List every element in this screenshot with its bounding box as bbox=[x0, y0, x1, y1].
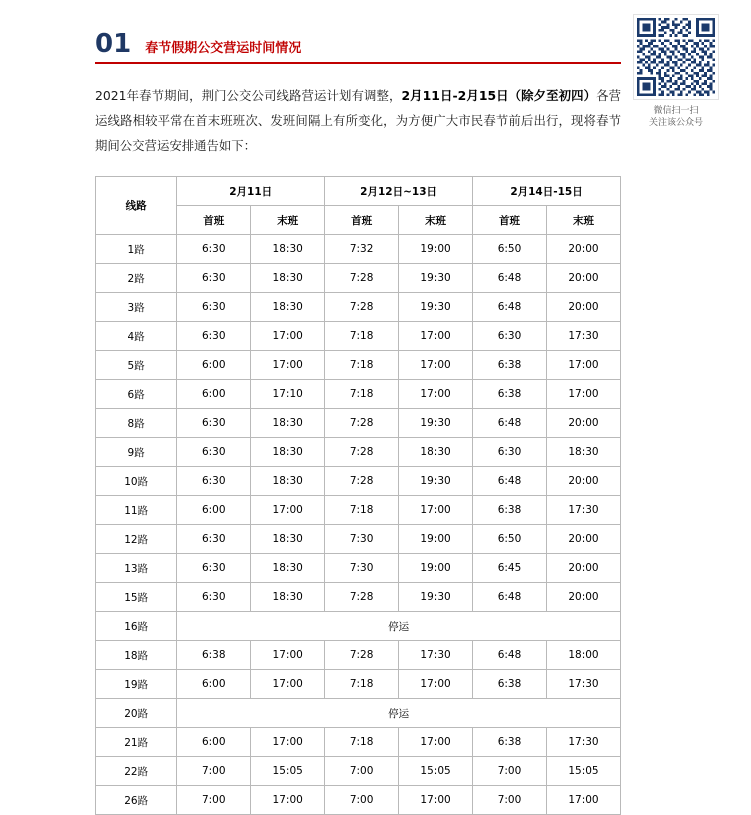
schedule-time-cell: 6:38 bbox=[177, 641, 251, 670]
schedule-time-cell: 6:48 bbox=[473, 467, 547, 496]
route-name-cell: 21路 bbox=[96, 728, 177, 757]
section-number: 01 bbox=[95, 29, 132, 59]
col-header-last-3: 末班 bbox=[546, 206, 620, 235]
schedule-time-cell: 7:00 bbox=[325, 757, 399, 786]
schedule-time-cell: 17:00 bbox=[251, 496, 325, 525]
col-header-last-1: 末班 bbox=[251, 206, 325, 235]
schedule-time-cell: 18:30 bbox=[251, 554, 325, 583]
schedule-time-cell: 7:18 bbox=[325, 380, 399, 409]
schedule-time-cell: 6:00 bbox=[177, 728, 251, 757]
col-header-first-3: 首班 bbox=[473, 206, 547, 235]
intro-paragraph bbox=[95, 84, 621, 158]
table-row bbox=[96, 438, 621, 467]
route-name-cell: 6路 bbox=[96, 380, 177, 409]
schedule-time-cell: 6:38 bbox=[473, 670, 547, 699]
suspended-cell: 停运 bbox=[177, 612, 621, 641]
schedule-time-cell: 6:30 bbox=[177, 264, 251, 293]
table-row bbox=[96, 728, 621, 757]
table-row bbox=[96, 409, 621, 438]
route-name-cell: 16路 bbox=[96, 612, 177, 641]
route-name-cell: 1路 bbox=[96, 235, 177, 264]
col-header-day1: 2月11日 bbox=[177, 177, 325, 206]
table-row bbox=[96, 467, 621, 496]
schedule-time-cell: 18:30 bbox=[251, 525, 325, 554]
qr-block bbox=[621, 14, 731, 129]
schedule-time-cell: 20:00 bbox=[546, 409, 620, 438]
bus-schedule-table bbox=[95, 176, 621, 815]
schedule-time-cell: 6:30 bbox=[177, 293, 251, 322]
schedule-time-cell: 19:30 bbox=[399, 583, 473, 612]
schedule-table-wrap bbox=[95, 176, 621, 815]
table-row bbox=[96, 670, 621, 699]
schedule-time-cell: 20:00 bbox=[546, 554, 620, 583]
col-header-route: 线路 bbox=[96, 177, 177, 235]
schedule-time-cell: 6:48 bbox=[473, 264, 547, 293]
schedule-time-cell: 17:00 bbox=[399, 322, 473, 351]
col-header-day3: 2月14日-15日 bbox=[473, 177, 621, 206]
table-row bbox=[96, 351, 621, 380]
route-name-cell: 9路 bbox=[96, 438, 177, 467]
schedule-time-cell: 7:28 bbox=[325, 641, 399, 670]
schedule-time-cell: 6:30 bbox=[177, 525, 251, 554]
schedule-time-cell: 6:48 bbox=[473, 583, 547, 612]
header-divider bbox=[95, 62, 621, 64]
schedule-time-cell: 6:30 bbox=[473, 322, 547, 351]
schedule-time-cell: 7:18 bbox=[325, 670, 399, 699]
schedule-time-cell: 6:30 bbox=[177, 467, 251, 496]
schedule-time-cell: 19:00 bbox=[399, 235, 473, 264]
schedule-time-cell: 7:00 bbox=[177, 757, 251, 786]
schedule-time-cell: 18:30 bbox=[251, 583, 325, 612]
schedule-time-cell: 18:30 bbox=[251, 264, 325, 293]
route-name-cell: 4路 bbox=[96, 322, 177, 351]
schedule-time-cell: 17:00 bbox=[399, 670, 473, 699]
table-row bbox=[96, 322, 621, 351]
col-header-first-2: 首班 bbox=[325, 206, 399, 235]
route-name-cell: 2路 bbox=[96, 264, 177, 293]
schedule-time-cell: 6:50 bbox=[473, 235, 547, 264]
table-row bbox=[96, 786, 621, 815]
schedule-time-cell: 7:00 bbox=[473, 786, 547, 815]
schedule-time-cell: 17:30 bbox=[546, 670, 620, 699]
schedule-time-cell: 6:50 bbox=[473, 525, 547, 554]
schedule-time-cell: 7:28 bbox=[325, 264, 399, 293]
schedule-time-cell: 17:00 bbox=[251, 728, 325, 757]
schedule-time-cell: 7:30 bbox=[325, 554, 399, 583]
schedule-time-cell: 17:00 bbox=[546, 380, 620, 409]
schedule-time-cell: 17:30 bbox=[546, 496, 620, 525]
schedule-time-cell: 20:00 bbox=[546, 583, 620, 612]
col-header-first-1: 首班 bbox=[177, 206, 251, 235]
schedule-time-cell: 6:30 bbox=[177, 322, 251, 351]
route-name-cell: 20路 bbox=[96, 699, 177, 728]
table-row bbox=[96, 612, 621, 641]
route-name-cell: 8路 bbox=[96, 409, 177, 438]
schedule-time-cell: 6:00 bbox=[177, 380, 251, 409]
schedule-time-cell: 6:00 bbox=[177, 670, 251, 699]
route-name-cell: 26路 bbox=[96, 786, 177, 815]
route-name-cell: 13路 bbox=[96, 554, 177, 583]
qr-code-image bbox=[637, 18, 715, 96]
schedule-time-cell: 17:00 bbox=[399, 351, 473, 380]
col-header-day2: 2月12日~13日 bbox=[325, 177, 473, 206]
schedule-time-cell: 17:30 bbox=[399, 641, 473, 670]
table-row bbox=[96, 235, 621, 264]
route-name-cell: 22路 bbox=[96, 757, 177, 786]
qr-caption-line1: 微信扫一扫 bbox=[653, 106, 699, 116]
schedule-time-cell: 7:00 bbox=[325, 786, 399, 815]
schedule-time-cell: 6:30 bbox=[177, 583, 251, 612]
schedule-time-cell: 20:00 bbox=[546, 293, 620, 322]
schedule-time-cell: 6:38 bbox=[473, 496, 547, 525]
qr-code-icon bbox=[633, 14, 719, 100]
schedule-time-cell: 19:30 bbox=[399, 264, 473, 293]
col-header-last-2: 末班 bbox=[399, 206, 473, 235]
schedule-time-cell: 6:48 bbox=[473, 293, 547, 322]
schedule-time-cell: 20:00 bbox=[546, 467, 620, 496]
schedule-time-cell: 17:00 bbox=[399, 728, 473, 757]
schedule-time-cell: 7:28 bbox=[325, 438, 399, 467]
table-row bbox=[96, 496, 621, 525]
schedule-time-cell: 15:05 bbox=[251, 757, 325, 786]
schedule-time-cell: 6:30 bbox=[177, 235, 251, 264]
table-row bbox=[96, 699, 621, 728]
table-body bbox=[96, 235, 621, 815]
schedule-time-cell: 6:30 bbox=[177, 554, 251, 583]
schedule-time-cell: 17:00 bbox=[546, 351, 620, 380]
route-name-cell: 3路 bbox=[96, 293, 177, 322]
schedule-time-cell: 6:00 bbox=[177, 496, 251, 525]
schedule-time-cell: 18:30 bbox=[251, 409, 325, 438]
schedule-time-cell: 7:18 bbox=[325, 351, 399, 380]
schedule-time-cell: 6:00 bbox=[177, 351, 251, 380]
schedule-time-cell: 7:28 bbox=[325, 467, 399, 496]
schedule-time-cell: 19:00 bbox=[399, 525, 473, 554]
qr-caption bbox=[621, 105, 731, 129]
schedule-time-cell: 17:00 bbox=[399, 786, 473, 815]
route-name-cell: 12路 bbox=[96, 525, 177, 554]
table-row bbox=[96, 380, 621, 409]
schedule-time-cell: 18:30 bbox=[251, 467, 325, 496]
table-row bbox=[96, 525, 621, 554]
schedule-time-cell: 19:30 bbox=[399, 409, 473, 438]
schedule-time-cell: 6:38 bbox=[473, 728, 547, 757]
schedule-time-cell: 18:30 bbox=[399, 438, 473, 467]
table-row bbox=[96, 554, 621, 583]
schedule-time-cell: 19:30 bbox=[399, 293, 473, 322]
intro-part2: 各营运线路相较平常在首末班班次、发班间隔上有所变化，为方便广大市民春节前后出行，现将春节期间公交营运安排通告如下： bbox=[95, 88, 621, 153]
schedule-time-cell: 6:38 bbox=[473, 380, 547, 409]
intro-part1: 2021年春节期间，荆门公交公司线路营运计划有调整， bbox=[95, 88, 402, 103]
route-name-cell: 18路 bbox=[96, 641, 177, 670]
page-title: 春节假期公交营运时间情况 bbox=[145, 41, 302, 56]
schedule-time-cell: 17:00 bbox=[251, 322, 325, 351]
table-row bbox=[96, 641, 621, 670]
qr-caption-line2: 关注该公众号 bbox=[648, 118, 703, 129]
schedule-time-cell: 7:00 bbox=[177, 786, 251, 815]
schedule-time-cell: 6:30 bbox=[473, 438, 547, 467]
schedule-time-cell: 6:48 bbox=[473, 409, 547, 438]
table-row bbox=[96, 264, 621, 293]
schedule-time-cell: 7:28 bbox=[325, 409, 399, 438]
schedule-time-cell: 7:28 bbox=[325, 293, 399, 322]
schedule-time-cell: 18:00 bbox=[546, 641, 620, 670]
route-name-cell: 10路 bbox=[96, 467, 177, 496]
route-name-cell: 19路 bbox=[96, 670, 177, 699]
schedule-time-cell: 17:00 bbox=[399, 496, 473, 525]
schedule-time-cell: 7:18 bbox=[325, 496, 399, 525]
schedule-time-cell: 20:00 bbox=[546, 235, 620, 264]
schedule-time-cell: 7:18 bbox=[325, 728, 399, 757]
table-row bbox=[96, 583, 621, 612]
schedule-time-cell: 6:48 bbox=[473, 641, 547, 670]
schedule-time-cell: 7:28 bbox=[325, 583, 399, 612]
table-head bbox=[96, 177, 621, 235]
table-row bbox=[96, 757, 621, 786]
schedule-time-cell: 15:05 bbox=[399, 757, 473, 786]
schedule-time-cell: 6:30 bbox=[177, 438, 251, 467]
schedule-time-cell: 17:00 bbox=[251, 641, 325, 670]
schedule-time-cell: 17:30 bbox=[546, 322, 620, 351]
schedule-time-cell: 18:30 bbox=[251, 293, 325, 322]
schedule-time-cell: 7:30 bbox=[325, 525, 399, 554]
schedule-time-cell: 17:30 bbox=[546, 728, 620, 757]
schedule-time-cell: 17:00 bbox=[251, 351, 325, 380]
schedule-time-cell: 7:00 bbox=[473, 757, 547, 786]
schedule-time-cell: 17:00 bbox=[251, 786, 325, 815]
schedule-time-cell: 18:30 bbox=[251, 235, 325, 264]
schedule-time-cell: 6:45 bbox=[473, 554, 547, 583]
suspended-cell: 停运 bbox=[177, 699, 621, 728]
schedule-time-cell: 20:00 bbox=[546, 264, 620, 293]
schedule-time-cell: 6:30 bbox=[177, 409, 251, 438]
schedule-time-cell: 15:05 bbox=[546, 757, 620, 786]
schedule-time-cell: 20:00 bbox=[546, 525, 620, 554]
table-row bbox=[96, 293, 621, 322]
table-header-group-row bbox=[96, 177, 621, 206]
route-name-cell: 15路 bbox=[96, 583, 177, 612]
schedule-time-cell: 6:38 bbox=[473, 351, 547, 380]
schedule-time-cell: 7:32 bbox=[325, 235, 399, 264]
schedule-time-cell: 18:30 bbox=[546, 438, 620, 467]
schedule-time-cell: 19:00 bbox=[399, 554, 473, 583]
route-name-cell: 11路 bbox=[96, 496, 177, 525]
schedule-time-cell: 17:00 bbox=[399, 380, 473, 409]
schedule-time-cell: 19:30 bbox=[399, 467, 473, 496]
schedule-time-cell: 17:00 bbox=[546, 786, 620, 815]
schedule-time-cell: 7:18 bbox=[325, 322, 399, 351]
route-name-cell: 5路 bbox=[96, 351, 177, 380]
schedule-time-cell: 18:30 bbox=[251, 438, 325, 467]
schedule-time-cell: 17:10 bbox=[251, 380, 325, 409]
schedule-time-cell: 17:00 bbox=[251, 670, 325, 699]
intro-bold-dates: 2月11日-2月15日（除夕至初四） bbox=[401, 88, 597, 103]
